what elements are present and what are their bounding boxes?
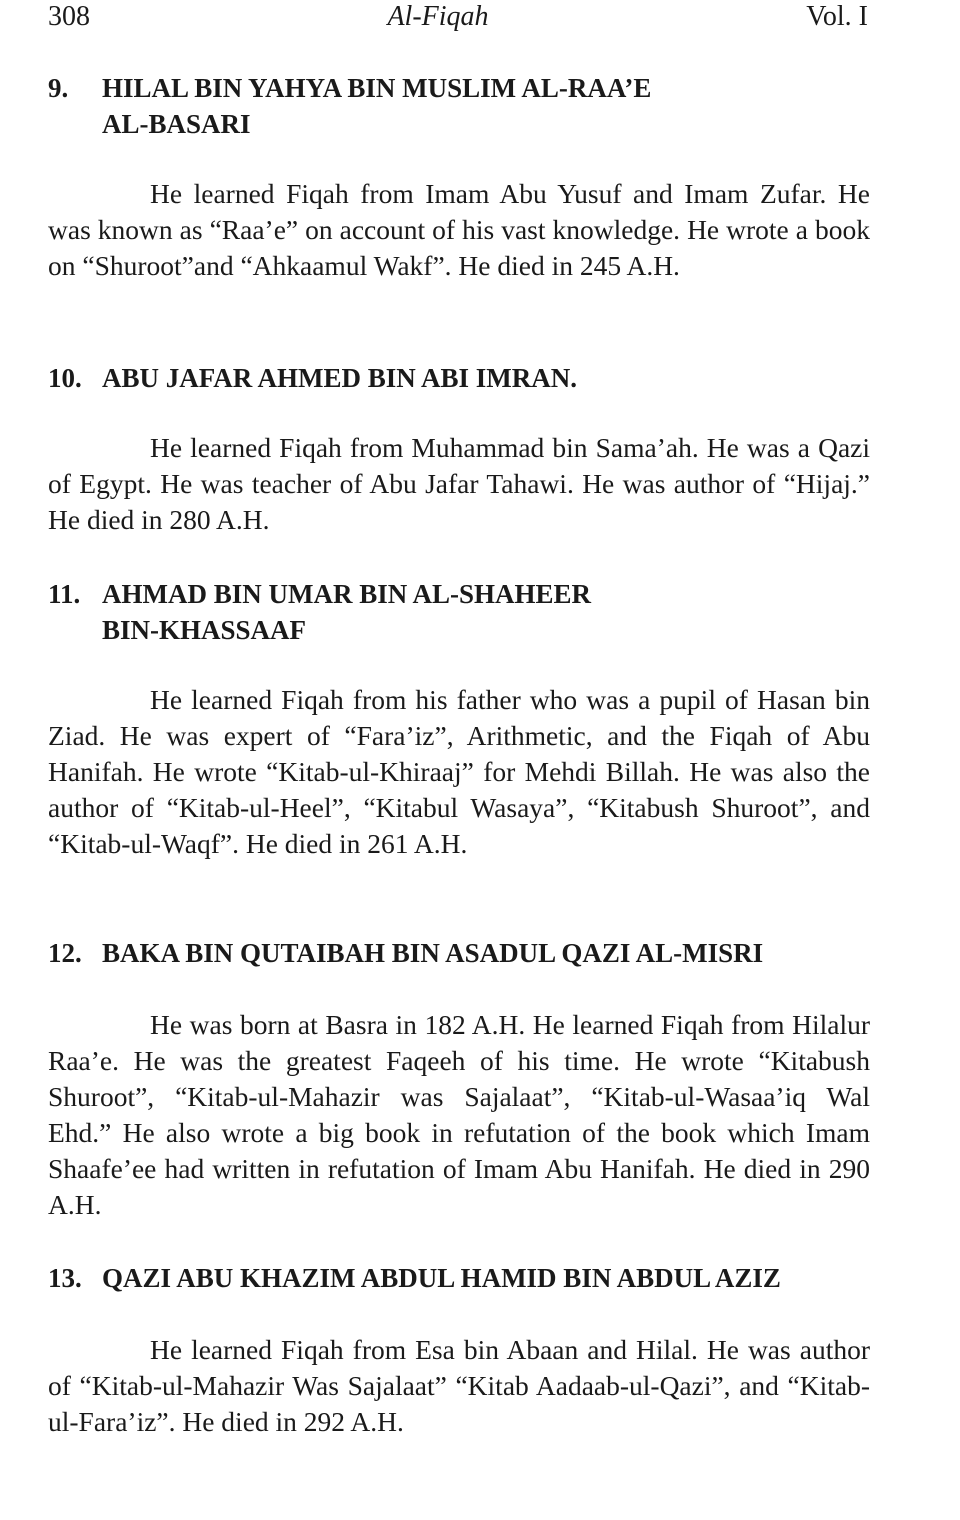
entry-title: AHMAD BIN UMAR BIN AL-SHAHEER BIN-KHASSAAF: [102, 579, 592, 645]
entry-heading: [48, 70, 870, 142]
entry-title: ABU JAFAR AHMED BIN ABI IMRAN.: [102, 363, 578, 393]
entry-10: [48, 360, 870, 538]
page-number: 308: [48, 1, 90, 32]
entry-11: [48, 576, 870, 862]
entry-heading: [48, 935, 870, 971]
entry-body: He learned Fiqah from Esa bin Abaan and Hilal. He was author of “Kitab-ul-Mahazir Was Sajalaat” “Kitab Aadaab-ul-Qazi”, and “Kitab-ul-Fara’iz”. He died in 292 A.H.: [48, 1334, 870, 1437]
volume-label: Vol. I: [806, 1, 868, 32]
entry-9: [48, 70, 870, 284]
entry-body: He was born at Basra in 182 A.H. He learned Fiqah from Hilalur Raa’e. He was the greatest Faqeeh of his time. He wrote “Kitabush Shuroot”, “Kitab-ul-Mahazir was Sajalaat”, “Kitab-ul-Wasaa’iq Wal Ehd.” He also wrote a big book in refutation of the book which Imam Shaafe’ee had written in refutation of Imam Abu Hanifah. He died in 290 A.H.: [48, 1009, 870, 1220]
entry-body: He learned Fiqah from his father who was a pupil of Hasan bin Ziad. He was expert of “Fara’iz”, Arithmetic, and the Fiqah of Abu Hanifah. He wrote “Kitab-ul-Khiraaj” for Mehdi Billah. He was also the author of “Kitab-ul-Heel”, “Kitabul Wasaya”, “Kitabush Shuroot”, and “Kitab-ul-Waqf”. He died in 261 A.H.: [48, 684, 870, 859]
entry-heading: [48, 1260, 870, 1296]
entry-title: QAZI ABU KHAZIM ABDUL HAMID BIN ABDUL AZIZ: [102, 1263, 781, 1293]
entry-body: He learned Fiqah from Imam Abu Yusuf and Imam Zufar. He was known as “Raa’e” on account of his vast knowledge. He wrote a book on “Shuroot”and “Ahkaamul Wakf”. He died in 245 A.H.: [48, 178, 870, 281]
entry-number: 13.: [48, 1263, 82, 1293]
entry-number: 12.: [48, 938, 82, 968]
entry-13: [48, 1260, 870, 1440]
entry-12: [48, 935, 870, 1223]
entry-heading: [48, 576, 870, 648]
book-title: Al-Fiqah: [387, 1, 489, 32]
entry-number: 10.: [48, 363, 82, 393]
entry-title: BAKA BIN QUTAIBAH BIN ASADUL QAZI AL-MISRI: [102, 938, 764, 968]
running-head: [48, 0, 868, 36]
entry-heading: [48, 360, 870, 396]
entry-title: HILAL BIN YAHYA BIN MUSLIM AL-RAA’E AL-BASARI: [102, 73, 652, 139]
entry-number: 9.: [48, 73, 69, 103]
entry-number: 11.: [48, 579, 81, 609]
entry-body: He learned Fiqah from Muhammad bin Sama’ah. He was a Qazi of Egypt. He was teacher of Abu Jafar Tahawi. He was author of “Hijaj.” He died in 280 A.H.: [48, 432, 870, 535]
